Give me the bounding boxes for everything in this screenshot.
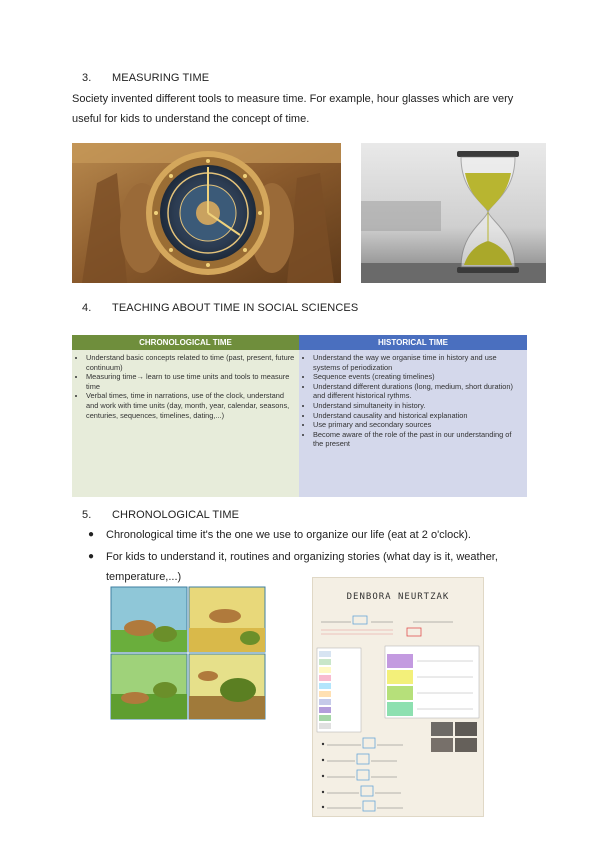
- chronological-item: • Understand basic concepts related to time (past, present, future continuum): [86, 353, 295, 372]
- section-3-title: MEASURING TIME: [112, 72, 210, 84]
- worksheet-title: DENBORA NEURTZAK: [346, 592, 450, 602]
- time-comparison-table: [72, 335, 527, 497]
- chronological-time-cell: [72, 350, 299, 497]
- historical-item: • Understand causality and historical explanation: [313, 411, 523, 421]
- bullet-item: [76, 525, 516, 545]
- historical-item: • Become aware of the role of the past in our understanding of the present: [313, 430, 523, 449]
- section-3-number: 3.: [82, 72, 92, 84]
- historical-item: • Use primary and secondary sources: [313, 420, 523, 430]
- historical-time-header: HISTORICAL TIME: [299, 335, 527, 350]
- astronomical-clock-illustration: [72, 143, 341, 283]
- section-4-heading: [82, 302, 358, 314]
- historical-time-cell: [299, 350, 527, 497]
- historical-item: • Understand the way we organise time in history and use systems of periodization: [313, 353, 523, 372]
- story-sequence-cards: [110, 586, 266, 720]
- historical-item: • Understand simultaneity in history.: [313, 401, 523, 411]
- section-3-heading: [82, 72, 209, 84]
- tortoise-hare-illustration: [110, 586, 266, 720]
- chronological-time-list: [76, 353, 295, 420]
- bullet-text: Chronological time it's the one we use to organize our life (eat at 2 o'clock).: [106, 529, 471, 541]
- historical-item: • Sequence events (creating timelines): [313, 372, 523, 382]
- section-4-title: TEACHING ABOUT TIME IN SOCIAL SCIENCES: [112, 302, 359, 314]
- section-5-number: 5.: [82, 509, 92, 521]
- section-4-number: 4.: [82, 302, 92, 314]
- bullet-dot: ●: [88, 529, 95, 540]
- section-3-paragraph: Society invented different tools to measure time. For example, hour glasses which are very useful for kids to understand the concept of time.: [72, 93, 514, 125]
- bullet-dot: ●: [88, 551, 95, 562]
- section-5-heading: [82, 509, 239, 521]
- astronomical-clock-photo: [72, 143, 341, 283]
- historical-item: • Understand different durations (long, medium, short duration) and different historical rythms.: [313, 382, 523, 401]
- hourglass-illustration: [361, 143, 546, 283]
- worksheet-content: [313, 604, 483, 814]
- time-worksheet: [312, 577, 484, 817]
- section-5-title: CHRONOLOGICAL TIME: [112, 509, 240, 521]
- chronological-item: • Measuring time→ learn to use time units and tools to measure time: [86, 372, 295, 391]
- chronological-time-header: CHRONOLOGICAL TIME: [72, 335, 299, 350]
- historical-time-list: [303, 353, 523, 449]
- hourglass-photo: [361, 143, 546, 283]
- bullet-text: For kids to understand it, routines and organizing stories (what day is it, weather, temperature,...): [106, 551, 498, 583]
- chronological-item: • Verbal times, time in narrations, use of the clock, understand and work with time units (day, month, year, calendar, seasons, centuries, sequences, timelines, dating,...): [86, 391, 295, 420]
